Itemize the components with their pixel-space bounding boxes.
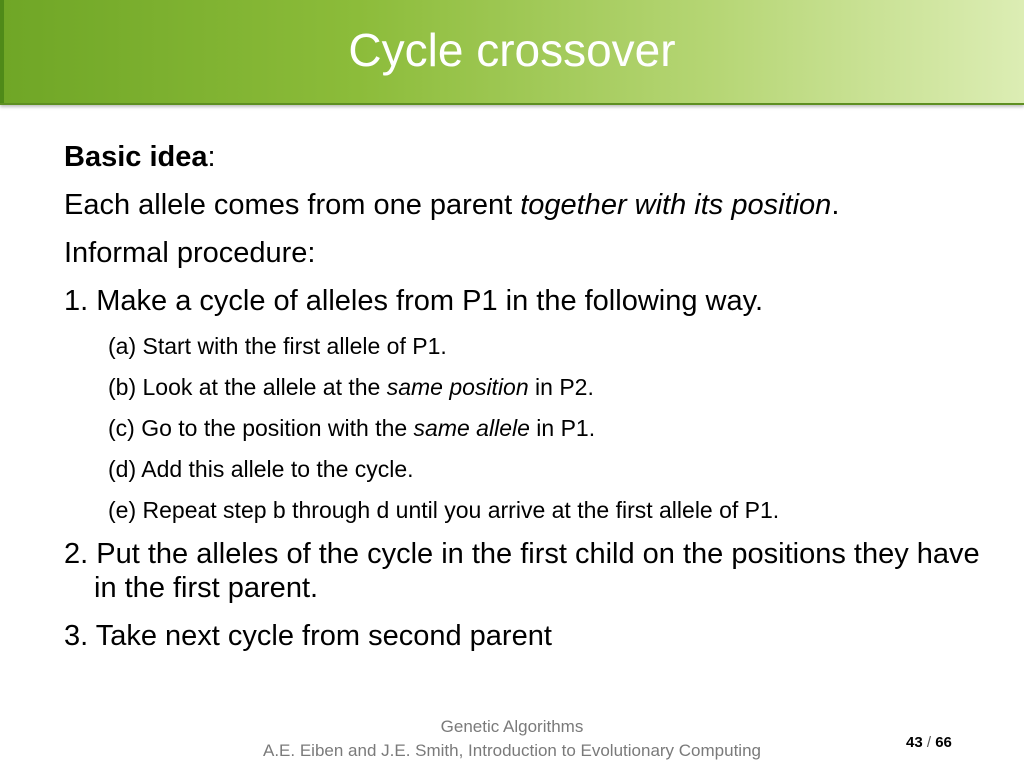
line1-prefix: Each allele comes from one parent — [64, 189, 521, 221]
line1-suffix: . — [831, 189, 840, 221]
step-3: 3. Take next cycle from second parent — [64, 620, 552, 652]
footer-course: Genetic Algorithms — [440, 717, 584, 736]
page-number — [906, 734, 952, 751]
substep-c-suffix: in P1. — [529, 415, 596, 441]
line1-emphasis: together with its position — [520, 189, 832, 221]
substep-b-suffix: in P2. — [528, 374, 594, 400]
basic-idea-label: Basic idea — [64, 141, 208, 173]
substep-a: (a) Start with the first allele of P1. — [108, 333, 447, 359]
substep-c-prefix: (c) Go to the position with the — [108, 415, 414, 441]
basic-idea-heading — [64, 140, 1004, 174]
substep-e: (e) Repeat step b through d until you arrive at the first allele of P1. — [108, 497, 780, 523]
step-1: 1. Make a cycle of alleles from P1 in the following way. — [64, 285, 764, 317]
footer-citation: A.E. Eiben and J.E. Smith, Introduction to Evolutionary Computing — [263, 741, 761, 760]
page-total: 66 — [935, 734, 952, 751]
page-current: 43 — [906, 734, 923, 751]
substep-b — [108, 373, 1004, 401]
slide-title: Cycle crossover — [348, 24, 676, 76]
substep-c-emphasis: same allele — [413, 415, 530, 441]
substep-d: (d) Add this allele to the cycle. — [108, 456, 414, 482]
slide-content — [64, 140, 1004, 667]
title-bar — [0, 0, 1024, 105]
allele-position-line — [64, 188, 1004, 222]
basic-idea-colon: : — [207, 141, 216, 173]
substep-c — [108, 414, 1004, 442]
page-separator: / — [922, 734, 936, 751]
informal-procedure-line: Informal procedure: — [64, 237, 316, 269]
substep-b-prefix: (b) Look at the allele at the — [108, 374, 387, 400]
step-2: 2. Put the alleles of the cycle in the first child on the positions they have in the first parent. — [64, 538, 980, 604]
substep-b-emphasis: same position — [386, 374, 529, 400]
